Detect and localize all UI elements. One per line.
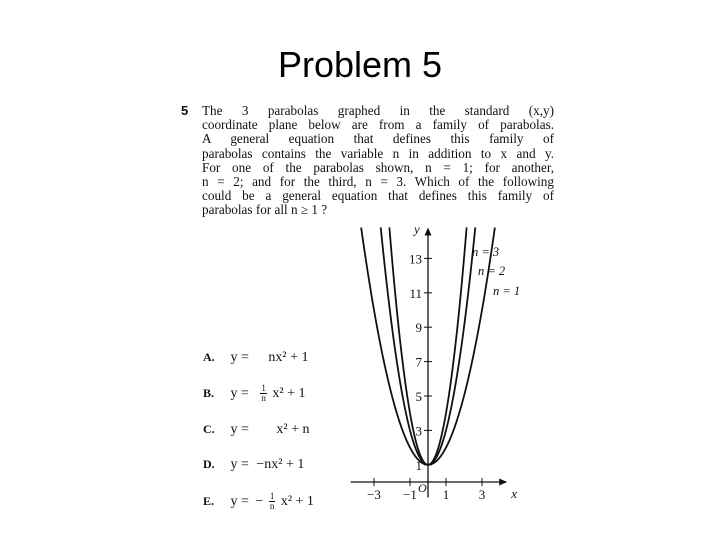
curve-label: n = 3 bbox=[472, 245, 500, 259]
y-tick-label: 1 bbox=[415, 457, 422, 473]
choice-rhs: x² + n bbox=[276, 422, 310, 437]
page-title: Problem 5 bbox=[277, 44, 443, 85]
choice-lhs: y = bbox=[230, 350, 249, 365]
y-axis-arrow bbox=[425, 227, 432, 235]
choice-letter: D. bbox=[203, 457, 215, 471]
problem-line: n = 2; and for the third, n = 3. Which of the following bbox=[202, 174, 554, 190]
problem-number: 5 bbox=[181, 103, 189, 118]
curve-label: n = 2 bbox=[478, 264, 506, 278]
choice-lhs: y = bbox=[230, 493, 249, 509]
choice-lhs: y = bbox=[230, 422, 249, 437]
choice-lhs: y = bbox=[230, 385, 249, 401]
y-tick-label: 3 bbox=[415, 423, 422, 439]
problem-line: could be a general equation that defines this family of bbox=[202, 188, 554, 204]
y-tick-label: 13 bbox=[409, 251, 422, 267]
problem-line: parabolas for all n ≥ 1 ? bbox=[202, 202, 328, 218]
choice-letter: B. bbox=[203, 385, 215, 400]
x-tick-label: 1 bbox=[442, 487, 450, 502]
fraction-denominator: n bbox=[269, 501, 275, 511]
y-axis-label: y bbox=[414, 221, 420, 237]
x-tick-label: −1 bbox=[403, 487, 417, 502]
fraction-denominator: n bbox=[261, 393, 266, 403]
graph-labels bbox=[367, 221, 520, 502]
choice-minus: − bbox=[255, 493, 264, 509]
choice-lhs: y = bbox=[230, 457, 249, 472]
y-tick-label: 5 bbox=[415, 389, 422, 404]
problem-line: A general equation that defines this family of bbox=[202, 131, 554, 147]
choice-rhs: x² + 1 bbox=[272, 385, 306, 401]
choice-rhs: −nx² + 1 bbox=[256, 457, 305, 472]
choice-rhs: x² + 1 bbox=[280, 493, 314, 509]
y-tick-label: 9 bbox=[415, 320, 422, 336]
choice-letter: E. bbox=[203, 493, 215, 508]
problem-line: parabolas contains the variable n in addition to x and y. bbox=[202, 145, 554, 161]
problem-line: coordinate plane below are from a family of parabolas. bbox=[202, 117, 554, 133]
choice-letter: C. bbox=[203, 422, 215, 436]
x-axis-arrow bbox=[499, 479, 507, 486]
x-axis-label: x bbox=[511, 486, 517, 501]
x-tick-label: −3 bbox=[367, 487, 381, 502]
curve-label: n = 1 bbox=[493, 284, 521, 298]
problem-line: The 3 parabolas graphed in the standard (x,y) bbox=[202, 103, 554, 118]
fraction-numerator: 1 bbox=[261, 383, 266, 393]
choice-rhs: nx² + 1 bbox=[268, 350, 309, 365]
y-tick-label: 11 bbox=[409, 285, 422, 301]
x-tick-label: 3 bbox=[478, 487, 486, 502]
origin-label: O bbox=[418, 481, 427, 495]
y-tick-label: 7 bbox=[415, 354, 422, 370]
fraction-numerator: 1 bbox=[269, 491, 275, 501]
problem-line: For one of the parabolas shown, n = 1; for another, bbox=[202, 159, 554, 175]
choice-letter: A. bbox=[203, 350, 215, 364]
